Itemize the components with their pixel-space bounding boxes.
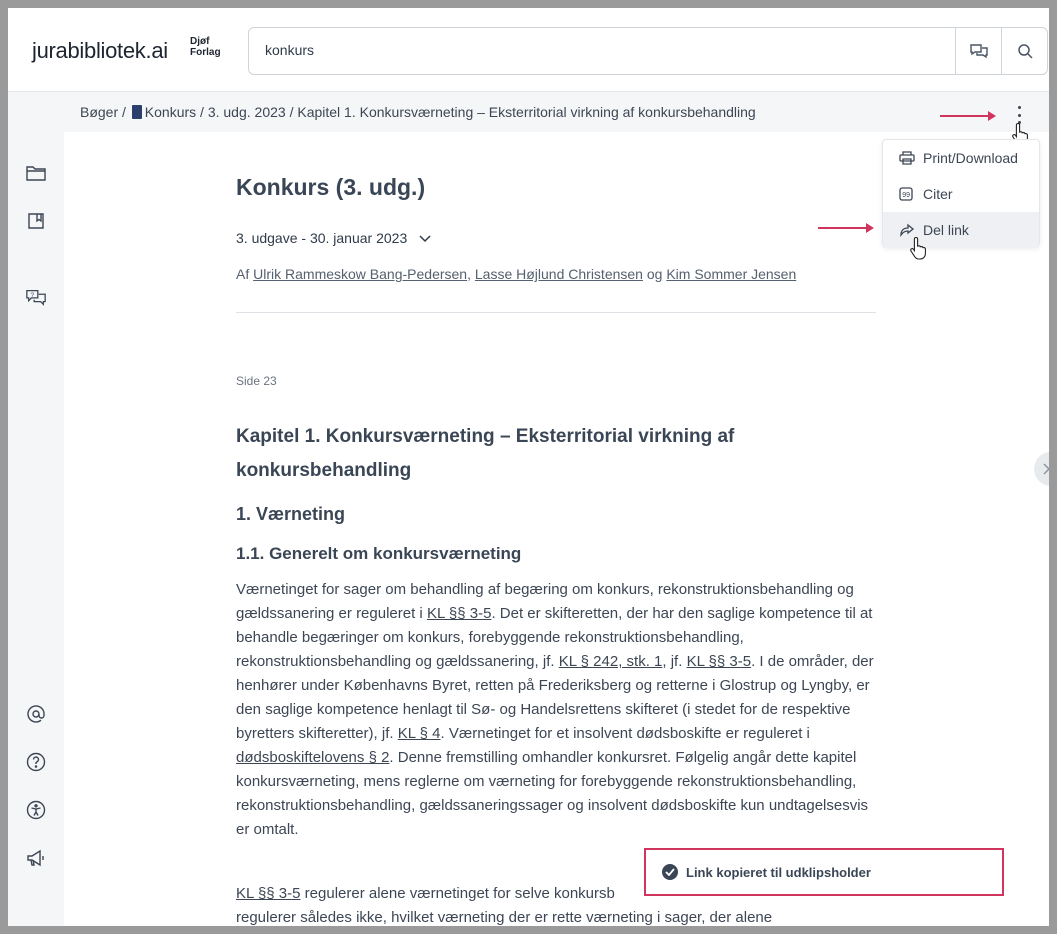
subsection-heading: 1.1. Generelt om konkursværneting — [236, 544, 522, 563]
law-link[interactable]: KL §§ 3-5 — [236, 885, 301, 902]
divider — [236, 312, 876, 313]
left-sidebar — [8, 92, 64, 926]
chevron-right-icon — [1043, 463, 1050, 475]
help-button[interactable] — [25, 751, 47, 773]
breadcrumb-bar — [64, 92, 1049, 132]
menu-item-label: Citer — [923, 186, 953, 202]
folder-button[interactable] — [25, 162, 47, 184]
ai-assistant-button[interactable] — [25, 286, 47, 308]
bookmark-icon — [27, 212, 45, 230]
ai-chat-button[interactable] — [955, 28, 1001, 74]
breadcrumb-book[interactable]: Konkurs — [144, 104, 197, 120]
contact-button[interactable] — [25, 703, 47, 725]
author-link[interactable]: Ulrik Rammeskow Bang-Pedersen — [253, 266, 468, 282]
document-title: Konkurs (3. udg.) — [236, 174, 426, 200]
law-link[interactable]: KL § 242, stk. 1 — [558, 653, 663, 670]
svg-text:99: 99 — [902, 192, 910, 199]
author-link[interactable]: Lasse Højlund Christensen — [474, 266, 643, 282]
top-bar — [8, 8, 1049, 92]
accessibility-icon — [26, 800, 46, 820]
announcements-button[interactable] — [25, 847, 47, 869]
paragraph: Værnetinget for sager om behandling af begæring om konkurs, rekonstruktionsbehandling og gældssanering er reguleret i KL §§ 3-5. Det er skifteretten, der har den saglige kompetence til at behandle begæringer om konkurs, forebyggende rekonstruktionsbehandling, rekonstruktionsbehandling og gældssanering, jf. KL § 242, stk. 1, jf. KL §§ 3-5. I de områder, der henhører under Københavns Byret, retten på Frederiksberg og retterne i Glostrup og Lyngby, er den saglige kompetence henlagt til Sø- og Handelsrettens skifteret (i stedet for de respektive byretters skifteretter), jf. KL § 4. Værnetinget for et insolvent dødsboskifte er reguleret i dødsboskiftelovens § 2. Denne fremstilling omhandler konkursret. Følgelig angår dette kapitel konkursværneting, mens reglerne om værneting for forebyggende rekonstruktionsbehandling, rekonstruktionsbehandling, gældssaneringssager og insolvent dødsboskifte kun undtagelsesvis er omtalt. — [236, 581, 874, 838]
paragraph-text: regulerer således ikke, hvilket værneting der er rette værneting i sager, der alene — [236, 909, 773, 926]
chat-icon — [969, 42, 989, 60]
paragraph-text: regulerer alene værnetinget for selve konkursb — [304, 885, 615, 902]
right-panel-toggle[interactable] — [1034, 452, 1049, 486]
edition-label: 3. udgave - 30. januar 2023 — [236, 230, 408, 246]
breadcrumb-chapter: Kapitel 1. Konkursværneting – Eksterritorial virkning af konkursbehandling — [297, 104, 756, 120]
breadcrumb-edition[interactable]: 3. udg. 2023 — [207, 104, 286, 120]
annotation-arrow — [940, 115, 994, 117]
options-menu — [882, 139, 1040, 247]
bookmarks-button[interactable] — [25, 210, 47, 232]
check-circle-icon — [662, 864, 678, 880]
toast-message: Link kopieret til udklipsholder — [686, 864, 871, 880]
quote-icon — [899, 187, 913, 201]
law-link[interactable]: KL §§ 3-5 — [686, 653, 752, 670]
toast-notification — [644, 848, 1004, 896]
search-button[interactable] — [1001, 28, 1047, 74]
menu-item-share-link[interactable] — [883, 212, 1039, 248]
authors-line: Af Ulrik Rammeskow Bang-Pedersen, Lasse Højlund Christensen og Kim Sommer Jensen — [236, 266, 797, 282]
search-icon — [1017, 43, 1033, 59]
menu-item-print[interactable] — [883, 140, 1039, 176]
law-link[interactable]: KL § 4 — [397, 725, 441, 742]
authors-joiner: og — [646, 266, 663, 282]
chapter-title: Kapitel 1. Konkursværneting – Eksterritorial virkning af konkursbehandling — [236, 426, 735, 481]
book-icon — [132, 105, 142, 119]
at-icon — [26, 704, 46, 724]
menu-item-cite[interactable] — [883, 176, 1039, 212]
publisher-line1: Djøf — [190, 36, 210, 47]
app-window — [8, 8, 1049, 926]
menu-item-label: Del link — [923, 222, 969, 238]
printer-icon — [899, 151, 915, 165]
publisher-line2: Forlag — [190, 47, 221, 58]
breadcrumb-root[interactable]: Bøger — [80, 104, 119, 120]
search-input[interactable]: konkurs — [265, 42, 315, 58]
hand-cursor-icon — [909, 236, 929, 260]
page-number: Side 23 — [236, 374, 277, 388]
breadcrumb: Bøger / Konkurs / 3. udg. 2023 / Kapitel 1. Konkursværneting – Eksterritorial virkning af konkursbehandling — [80, 104, 756, 120]
chevron-down-icon — [419, 235, 431, 243]
share-icon — [899, 223, 915, 237]
accessibility-button[interactable] — [25, 799, 47, 821]
logo[interactable]: jurabibliotek.ai — [32, 38, 168, 63]
megaphone-icon — [26, 848, 46, 868]
svg-text:?: ? — [30, 292, 35, 299]
folder-icon — [26, 165, 46, 181]
help-icon — [26, 752, 46, 772]
annotation-arrow — [818, 227, 872, 229]
author-link[interactable]: Kim Sommer Jensen — [666, 266, 797, 282]
search-bar[interactable] — [248, 27, 1048, 75]
authors-prefix: Af — [236, 266, 250, 282]
menu-item-label: Print/Download — [923, 150, 1018, 166]
law-link[interactable]: KL §§ 3-5 — [426, 605, 492, 622]
section-heading: 1. Værneting — [236, 504, 346, 524]
chat-question-icon — [25, 287, 47, 307]
edition-selector[interactable] — [236, 230, 431, 246]
law-link[interactable]: dødsboskiftelovens § 2 — [236, 749, 390, 766]
publisher-logo — [190, 36, 221, 58]
